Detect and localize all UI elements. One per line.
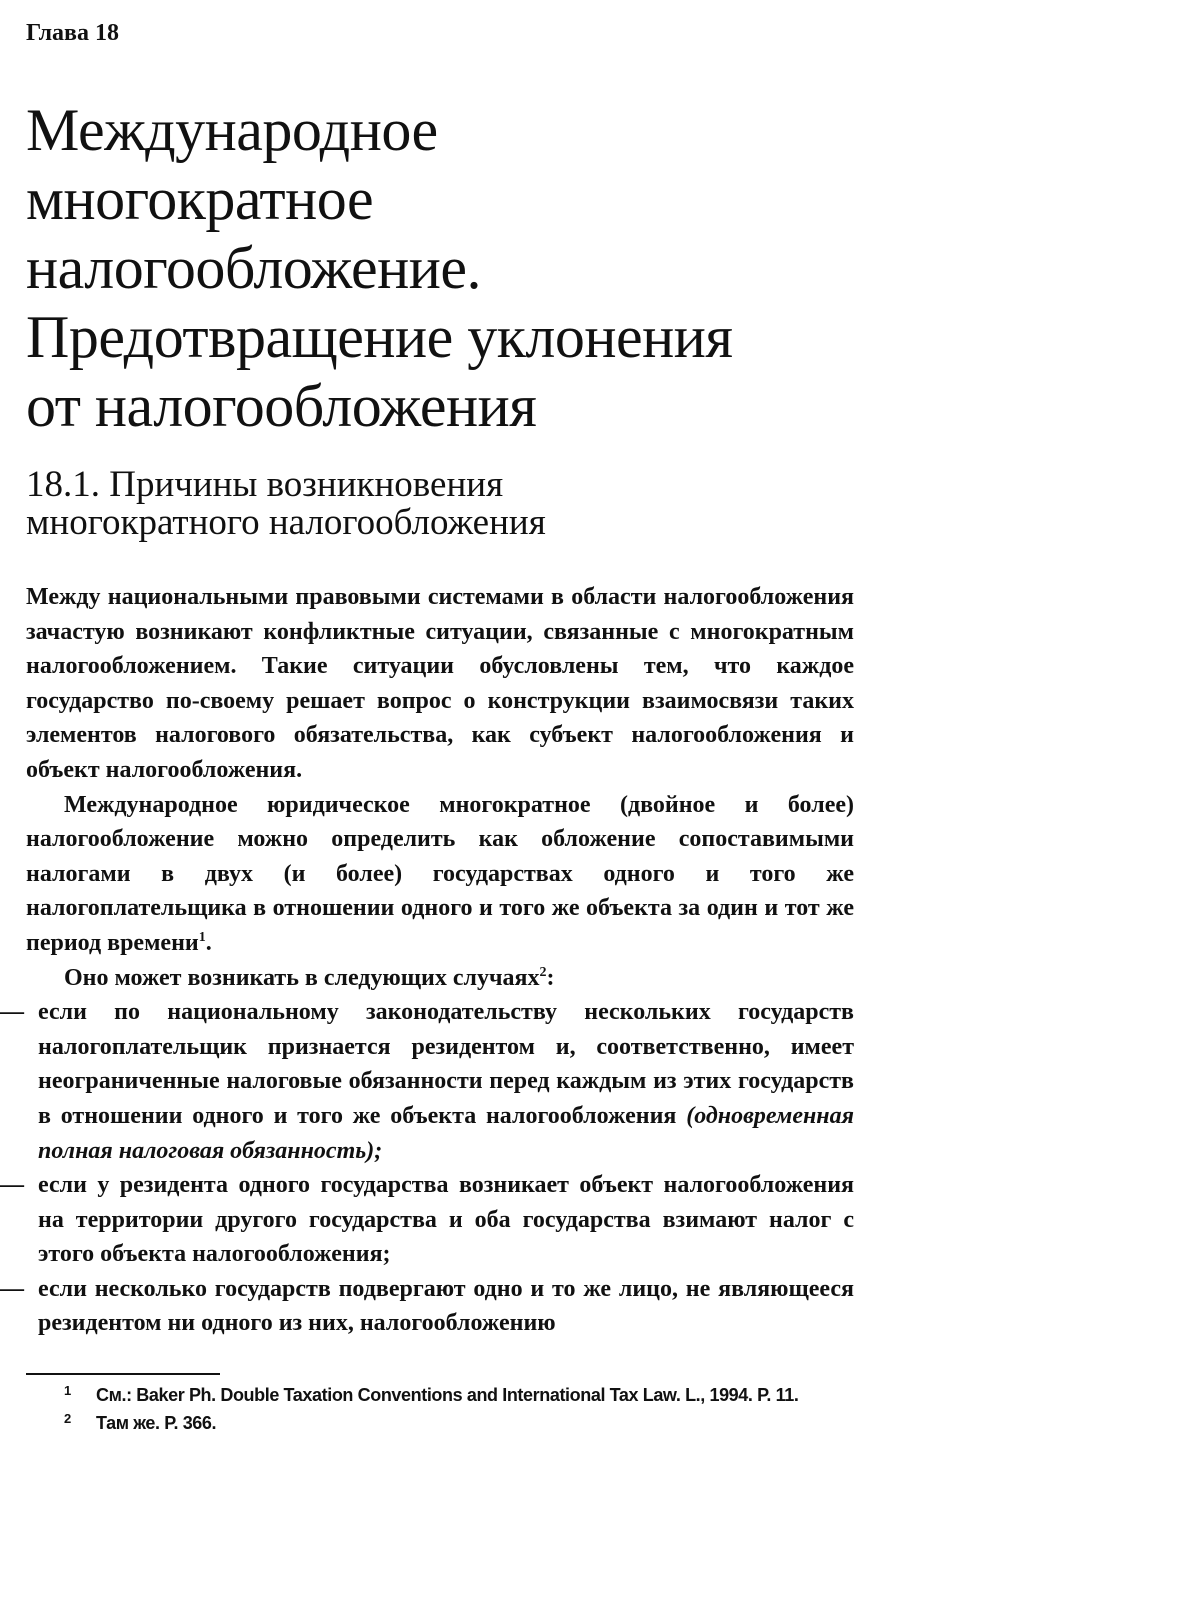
title-line: Предотвращение уклонения <box>26 304 733 370</box>
title-line: налогообложение. <box>26 235 481 301</box>
list-item <box>0 995 854 1168</box>
cases-list <box>0 995 854 1341</box>
footnote-2 <box>64 1409 864 1437</box>
list-item-text: если несколько государств подвергают одно и то же лицо, не являющееся резидентом ни одного из них, налогообложению <box>38 1275 854 1337</box>
title-line: многократное <box>26 166 374 232</box>
chapter-label: Глава 18 <box>26 20 119 46</box>
list-item-emphasis: (одновременная полная налоговая обязанность); <box>38 1102 854 1164</box>
footnote-mark: 2 <box>64 1411 71 1426</box>
title-line: Международное <box>26 97 438 163</box>
main-title <box>26 96 866 441</box>
body-text <box>0 580 854 1341</box>
list-item <box>0 1272 854 1341</box>
list-item-text: если по национальному законодательству нескольких государств налогоплательщик признается резидентом и, соответственно, имеет неограниченные налоговые обязанности перед каждым из этих государств в отношении одного и того же объекта налогообложения <box>38 999 854 1129</box>
footnote-divider <box>26 1373 220 1375</box>
footnote-ref-1[interactable]: 1 <box>198 929 206 945</box>
list-item-text: если у резидента одного государства возникает объект налогообложения на территории другого государства и оба государства взимают налог с этого объекта налогообложения; <box>38 1172 854 1268</box>
footnote-ref-2[interactable]: 2 <box>539 964 547 980</box>
definition-text: Международное юридическое многократное (двойное и более) налогообложение можно определить как обложение сопоставимыми налогами в двух (и более) государствах одного и того же налогоплательщика в отношении одного и того же объекта за один и тот же период времени <box>26 791 854 956</box>
title-line: от налогообложения <box>26 373 537 439</box>
paragraph-definition <box>26 788 854 961</box>
footnote-text: Там же. P. 366. <box>96 1413 217 1433</box>
list-item <box>0 1168 854 1272</box>
cases-intro-end: : <box>546 964 555 991</box>
section-heading-line: многократного налогообложения <box>26 502 546 543</box>
section-heading-line: 18.1. Причины возникновения <box>26 464 504 505</box>
dash-marker: — <box>0 1172 24 1199</box>
cases-intro-text: Оно может возникать в следующих случаях <box>64 964 540 991</box>
footnote-mark: 1 <box>64 1383 71 1398</box>
footnote-1 <box>64 1381 864 1409</box>
section-heading <box>26 466 546 542</box>
definition-end: . <box>205 929 212 956</box>
footnotes <box>64 1381 864 1437</box>
paragraph-intro: Между национальными правовыми системами в области налогообложения зачастую возникают конфликтные ситуации, связанные с многократным налогообложением. Такие ситуации обусловлены тем, что каждое государство по-своему решает вопрос о конструкции взаимосвязи таких элементов налогового обязательства, как субъект налогообложения и объект налогообложения. <box>26 584 854 783</box>
paragraph-cases-intro <box>26 961 854 996</box>
footnote-text: См.: Baker Ph. Double Taxation Conventions and International Tax Law. L., 1994. P. 11. <box>96 1385 799 1405</box>
dash-marker: — <box>0 999 24 1026</box>
dash-marker: — <box>0 1275 24 1302</box>
